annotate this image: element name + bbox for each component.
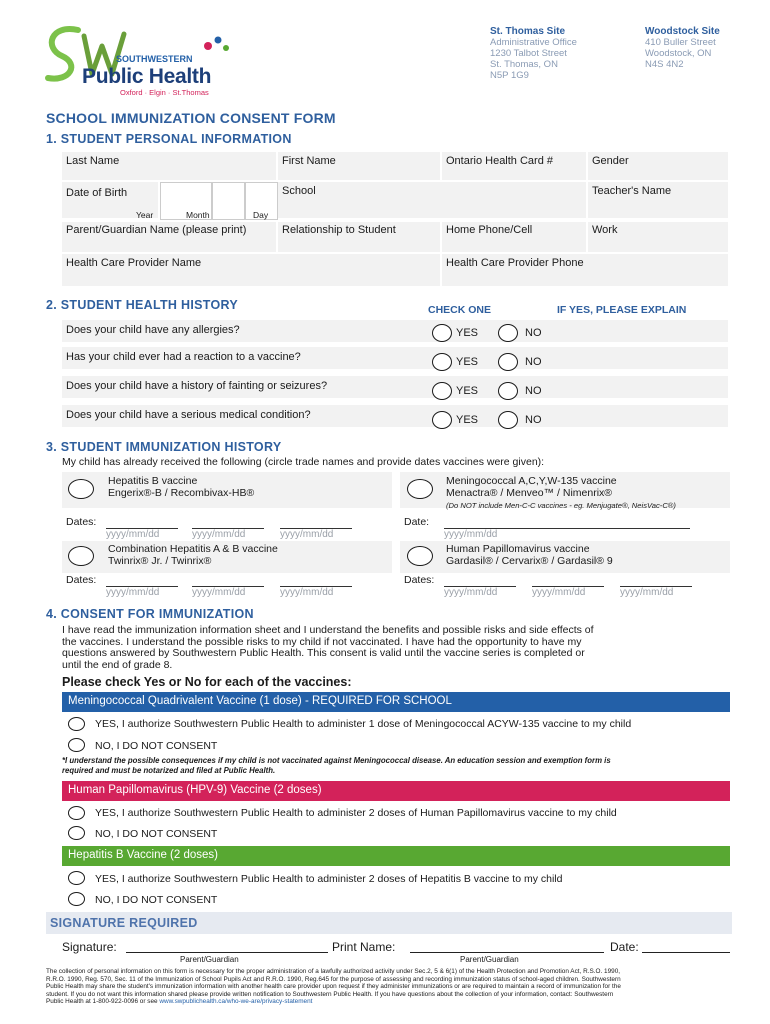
fainting-yes-radio[interactable] xyxy=(432,382,452,400)
hepb-consent-yes-text: YES, I authorize Southwestern Public Health to administer 2 doses of Hepatitis B vaccine to my child xyxy=(95,873,563,885)
check-one-label: CHECK ONE xyxy=(428,304,492,316)
no-label: NO xyxy=(525,327,542,339)
signature-sublabel: Parent/Guardian xyxy=(180,955,239,964)
logo-brand-top: SOUTHWESTERN xyxy=(116,54,193,64)
address-line: 1230 Talbot Street xyxy=(490,48,567,59)
logo xyxy=(40,22,240,98)
no-label: NO xyxy=(525,385,542,397)
form-title: SCHOOL IMMUNIZATION CONSENT FORM xyxy=(46,110,336,126)
health-card-label: Ontario Health Card # xyxy=(446,155,553,167)
print-name-line[interactable] xyxy=(410,952,604,953)
if-yes-label: IF YES, PLEASE EXPLAIN xyxy=(557,304,687,316)
hpv-consent-yes-radio[interactable] xyxy=(68,806,85,820)
men-date-label: Date: xyxy=(404,516,430,528)
question-row xyxy=(62,376,728,398)
fainting-no-radio[interactable] xyxy=(498,382,518,400)
hepb-title: Hepatitis B vaccine xyxy=(108,475,198,487)
teacher-label: Teacher's Name xyxy=(592,185,672,197)
yes-label: YES xyxy=(456,327,479,339)
hpv-consent-yes-text: YES, I authorize Southwestern Public Health to administer 2 doses of Human Papillomavirus vaccine to my child xyxy=(95,807,617,819)
combo-title: Combination Hepatitis A & B vaccine xyxy=(108,543,278,555)
question-row xyxy=(62,320,728,342)
hpv-history-radio[interactable] xyxy=(407,546,433,566)
hepb-history-radio[interactable] xyxy=(68,479,94,499)
section2-title: 2. STUDENT HEALTH HISTORY xyxy=(46,298,239,312)
home-phone-label: Home Phone/Cell xyxy=(446,224,533,236)
allergies-yes-radio[interactable] xyxy=(432,324,452,342)
reaction-no-radio[interactable] xyxy=(498,353,518,371)
question-text: Does your child have a serious medical condition? xyxy=(66,409,311,421)
hepb-date-3[interactable]: yyyy/mm/dd xyxy=(280,528,352,540)
combo-dates-label: Dates: xyxy=(66,574,97,586)
hepb-brands: Engerix®-B / Recombivax-HB® xyxy=(108,487,255,499)
address-line: St. Thomas, ON xyxy=(490,59,558,70)
hcp-phone-label: Health Care Provider Phone xyxy=(446,257,584,269)
combo-brands: Twinrix® Jr. / Twinrix® xyxy=(108,555,212,567)
hpv-consent-no-text: NO, I DO NOT CONSENT xyxy=(95,828,218,840)
men-history-radio[interactable] xyxy=(407,479,433,499)
para-line: until the end of grade 8. xyxy=(62,658,173,671)
no-label: NO xyxy=(525,414,542,426)
address-line: N5P 1G9 xyxy=(490,70,529,81)
school-label: School xyxy=(282,185,316,197)
men-consent-yes-radio[interactable] xyxy=(68,717,85,731)
first-name-label: First Name xyxy=(282,155,336,167)
yes-label: YES xyxy=(456,385,479,397)
month-label: Month xyxy=(186,210,210,220)
hpv-date-1[interactable]: yyyy/mm/dd xyxy=(444,586,516,598)
footer-line: student. If you do not want this information shared please provide written notification to Southwestern Public Health. If you have questions about the collection of your information, contact: Southwestern xyxy=(46,990,614,998)
men-vaccine-bar: Meningococcal Quadrivalent Vaccine (1 dose) - REQUIRED FOR SCHOOL xyxy=(62,692,730,712)
sig-date-label: Date: xyxy=(610,940,639,954)
print-sublabel: Parent/Guardian xyxy=(460,955,519,964)
privacy-link[interactable]: www.swpublichealth.ca/who-we-are/privacy-statement xyxy=(159,998,313,1006)
relationship-label: Relationship to Student xyxy=(282,224,396,236)
medical-yes-radio[interactable] xyxy=(432,411,452,429)
men-title: Meningococcal A,C,Y,W-135 vaccine xyxy=(446,475,617,487)
para-line: I have read the immunization information sheet and I understand the benefits and possible risks and side effects of xyxy=(62,624,594,636)
medical-no-radio[interactable] xyxy=(498,411,518,429)
men-consent-no-radio[interactable] xyxy=(68,738,85,752)
st-thomas-address xyxy=(490,26,577,81)
hpv-date-2[interactable]: yyyy/mm/dd xyxy=(532,586,604,598)
day-label: Day xyxy=(253,210,269,220)
para-line: questions answered by Southwestern Public Health. This consent is valid until the vaccine series is completed or xyxy=(62,647,585,659)
work-label: Work xyxy=(592,224,618,236)
no-label: NO xyxy=(525,356,542,368)
hepb-date-1[interactable]: yyyy/mm/dd xyxy=(106,528,178,540)
sig-date-line[interactable] xyxy=(642,952,730,953)
year-label: Year xyxy=(136,210,154,220)
yes-label: YES xyxy=(456,414,479,426)
privacy-footer xyxy=(46,968,732,1006)
yes-label: YES xyxy=(456,356,479,368)
note-line: required and must be notarized and filed at Public Health. xyxy=(62,766,276,775)
men-consequence-note xyxy=(62,756,611,776)
check-heading: Please check Yes or No for each of the vaccines: xyxy=(62,675,352,689)
woodstock-address xyxy=(645,26,720,70)
hepb-date-2[interactable]: yyyy/mm/dd xyxy=(192,528,264,540)
men-note: (Do NOT include Men-C-C vaccines - eg. Menjugate®, NeisVac-C®) xyxy=(446,501,676,510)
question-text: Does your child have any allergies? xyxy=(66,324,240,336)
address-line: Woodstock, ON xyxy=(645,48,712,59)
question-text: Has your child ever had a reaction to a vaccine? xyxy=(66,351,301,363)
logo-sub: Oxford · Elgin · St.Thomas xyxy=(120,88,209,97)
dob-month-field[interactable] xyxy=(212,182,245,220)
woodstock-title: Woodstock Site xyxy=(645,26,720,37)
hpv-date-3[interactable]: yyyy/mm/dd xyxy=(620,586,692,598)
hpv-title: Human Papillomavirus vaccine xyxy=(446,543,590,555)
combo-date-3[interactable]: yyyy/mm/dd xyxy=(280,586,352,598)
note-line: *I understand the possible consequences if my child is not vaccinated against Meningococcal disease. An education session and exemption form is xyxy=(62,756,611,765)
address-line: Administrative Office xyxy=(490,37,577,48)
print-name-label: Print Name: xyxy=(332,940,396,954)
question-row xyxy=(62,405,728,427)
footer-line: Public Health may share the student's immunization information with another health care provider upon request if they administer immunizations or are required to maintain a record of immunization for the xyxy=(46,983,621,991)
hpv-vaccine-bar: Human Papillomavirus (HPV-9) Vaccine (2 doses) xyxy=(62,781,730,801)
guardian-label: Parent/Guardian Name (please print) xyxy=(66,224,247,236)
school-field[interactable] xyxy=(278,182,588,220)
hepb-consent-no-text: NO, I DO NOT CONSENT xyxy=(95,894,218,906)
men-date[interactable]: yyyy/mm/dd xyxy=(444,528,690,540)
question-row xyxy=(62,347,728,369)
hepb-dates-label: Dates: xyxy=(66,516,97,528)
section3-title: 3. STUDENT IMMUNIZATION HISTORY xyxy=(46,440,282,454)
question-text: Does your child have a history of fainting or seizures? xyxy=(66,380,328,392)
men-consent-no-text: NO, I DO NOT CONSENT xyxy=(95,740,218,752)
st-thomas-title: St. Thomas Site xyxy=(490,26,566,37)
footer-line: The collection of personal information on this form is necessary for the proper administration of a lawfully authorized activity under Sec.2, 5 & 6(1) of the Health Protection and Promotion Act, R.S.O. 1990, xyxy=(46,968,621,975)
reaction-yes-radio[interactable] xyxy=(432,353,452,371)
allergies-no-radio[interactable] xyxy=(498,324,518,342)
section1-title: 1. STUDENT PERSONAL INFORMATION xyxy=(46,132,292,146)
hpv-dates-label: Dates: xyxy=(404,574,435,586)
signature-line[interactable] xyxy=(126,952,328,953)
hpv-brands: Gardasil® / Cervarix® / Gardasil® 9 xyxy=(446,555,613,567)
gender-label: Gender xyxy=(592,155,629,167)
men-brands: Menactra® / Menveo™ / Nimenrix® xyxy=(446,487,613,499)
men-consent-yes-text: YES, I authorize Southwestern Public Health to administer 1 dose of Meningococcal ACYW-135 vaccine to my child xyxy=(95,718,632,730)
dob-label: Date of Birth xyxy=(66,187,128,199)
address-line: 410 Buller Street xyxy=(645,37,716,48)
hcp-name-label: Health Care Provider Name xyxy=(66,257,202,269)
consent-paragraph xyxy=(62,625,732,671)
combo-history-radio[interactable] xyxy=(68,546,94,566)
para-line: the vaccines. I understand the possible risks to my child if not vaccinated. I have had the opportunity to have my xyxy=(62,635,582,648)
footer-line xyxy=(46,998,732,1006)
section3-intro: My child has already received the following (circle trade names and provide dates vaccines were given): xyxy=(62,456,545,468)
section4-title: 4. CONSENT FOR IMMUNIZATION xyxy=(46,607,254,621)
combo-date-1[interactable]: yyyy/mm/dd xyxy=(106,586,178,598)
last-name-label: Last Name xyxy=(66,155,120,167)
signature-label: Signature: xyxy=(62,940,117,954)
hepb-consent-yes-radio[interactable] xyxy=(68,871,85,885)
logo-brand-main: Public Health xyxy=(82,65,212,88)
signature-head: SIGNATURE REQUIRED xyxy=(50,916,198,930)
hepb-vaccine-bar: Hepatitis B Vaccine (2 doses) xyxy=(62,846,730,866)
hepb-consent-no-radio[interactable] xyxy=(68,892,85,906)
footer-line-end: Public Health at 1-800-922-0096 or see xyxy=(46,998,158,1006)
footer-line: R.R.O. 1990, Reg. 570, Sec. 11 of the Immunization of School Pupils Act and R.R.O. 1990, Reg.645 for the purpose of assessing and recording immunization status of school-aged children. Southwestern xyxy=(46,975,621,983)
address-line: N4S 4N2 xyxy=(645,59,684,70)
hpv-consent-no-radio[interactable] xyxy=(68,826,85,840)
combo-date-2[interactable]: yyyy/mm/dd xyxy=(192,586,264,598)
